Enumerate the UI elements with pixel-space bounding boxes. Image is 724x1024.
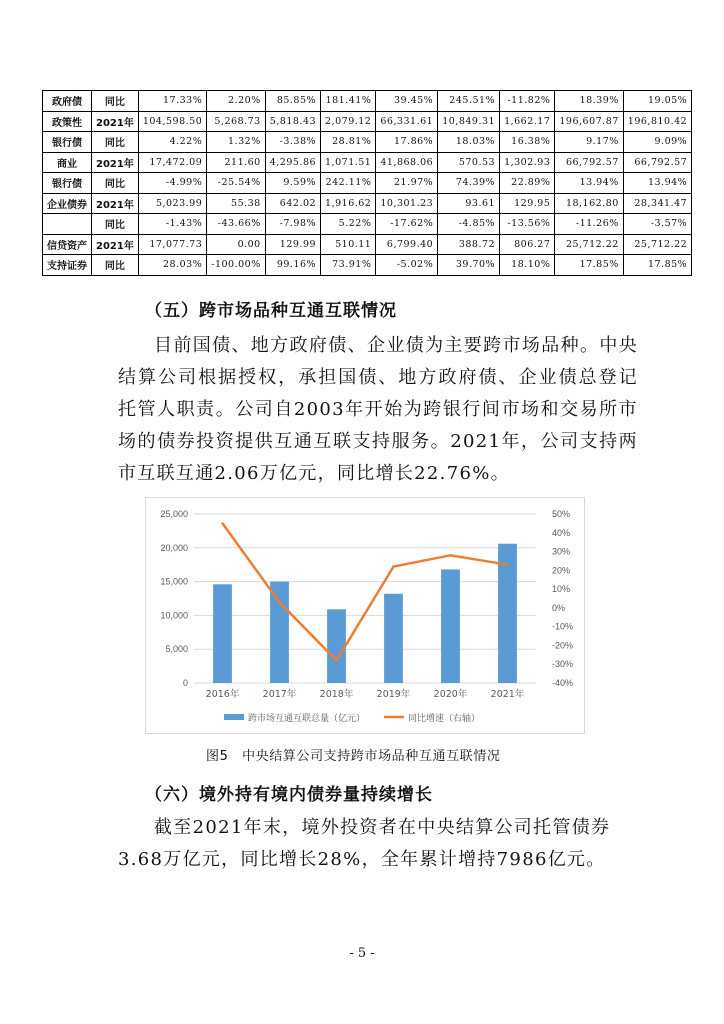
table-cell: 5,818.43 xyxy=(265,111,320,132)
table-cell: 5.22% xyxy=(321,214,376,235)
table-row xyxy=(43,173,692,194)
figure-caption: 图5 中央结算公司支持跨市场品种互通互联情况 xyxy=(206,749,501,764)
table-cell: -11.26% xyxy=(555,214,623,235)
table-cell: 4.22% xyxy=(138,132,206,153)
table-cell: 104,598.50 xyxy=(138,111,206,132)
table-cell: 55.38 xyxy=(207,193,265,214)
row-metric: 同比 xyxy=(92,91,139,112)
table-row xyxy=(43,234,692,255)
table-cell: 93.61 xyxy=(438,193,500,214)
bar xyxy=(213,584,232,683)
table-cell: 19.05% xyxy=(623,91,691,112)
section5-paragraph: 目前国债、地方政府债、企业债为主要跨市场品种。中央结算公司根据授权，承担国债、地方政府债、企业债总登记托管人职责。公司自2003年开始为跨银行间市场和交易所市场的债券投资提供互通互联支持服务。2021年，公司支持两市互联互通2.06万亿元，同比增长22.76%。 xyxy=(118,335,638,484)
table-cell: 17,472.09 xyxy=(138,152,206,173)
table-cell: 21.97% xyxy=(376,173,438,194)
line-point xyxy=(392,565,394,567)
table-cell: -4.99% xyxy=(138,173,206,194)
legend-label-bar: 跨市场互通互联总量（亿元） xyxy=(248,714,366,724)
table-cell: 17.33% xyxy=(138,91,206,112)
table-cell: 39.70% xyxy=(438,255,500,276)
table-cell: 66,792.57 xyxy=(555,152,623,173)
line-point xyxy=(278,601,280,603)
table-cell: -43.66% xyxy=(207,214,265,235)
y-tick-label: 25,000 xyxy=(160,509,188,519)
table-cell: 17.85% xyxy=(623,255,691,276)
table-cell: -17.62% xyxy=(376,214,438,235)
table-cell: 22.89% xyxy=(500,173,555,194)
y2-tick-label: 20% xyxy=(552,565,571,576)
table-cell: 1,916.62 xyxy=(321,193,376,214)
table-cell: 18.03% xyxy=(438,132,500,153)
table-cell: -3.57% xyxy=(623,214,691,235)
row-category: 政策性 xyxy=(43,111,92,132)
row-metric: 2021年 xyxy=(92,193,139,214)
table-cell: 66,331.61 xyxy=(376,111,438,132)
table-cell: 13.94% xyxy=(623,173,691,194)
table-cell: 28,341.47 xyxy=(623,193,691,214)
table-cell: 13.94% xyxy=(555,173,623,194)
y-tick-label: 20,000 xyxy=(160,542,188,553)
table-cell: -5.02% xyxy=(376,255,438,276)
table-cell: 39.45% xyxy=(376,91,438,112)
table-row xyxy=(43,214,692,235)
y2-tick-label: -40% xyxy=(552,678,574,688)
table-row xyxy=(43,152,692,173)
table-cell: -25.54% xyxy=(207,173,265,194)
bar xyxy=(270,582,289,683)
chart-container xyxy=(145,497,585,734)
table-row xyxy=(43,255,692,276)
row-category: 银行债 xyxy=(43,173,92,194)
table-cell: 1.32% xyxy=(207,132,265,153)
table-cell: 129.95 xyxy=(500,193,555,214)
table-cell: 6,799.40 xyxy=(376,234,438,255)
cross-market-chart xyxy=(146,498,584,733)
row-metric: 同比 xyxy=(92,255,139,276)
row-metric: 2021年 xyxy=(92,111,139,132)
legend-swatch-bar xyxy=(224,714,244,720)
table-cell: 66,792.57 xyxy=(623,152,691,173)
table-cell: 9.09% xyxy=(623,132,691,153)
row-category: 支持证券 xyxy=(43,255,92,276)
table-cell: 4,295.86 xyxy=(265,152,320,173)
table-cell: 181.41% xyxy=(321,91,376,112)
y2-tick-label: -10% xyxy=(552,621,574,632)
table-cell: 1,302.93 xyxy=(500,152,555,173)
table-cell: 10,301.23 xyxy=(376,193,438,214)
section6-heading: （六）境外持有境内债券量持续增长 xyxy=(145,785,433,805)
table-cell: 1,662.17 xyxy=(500,111,555,132)
section5-heading: （五）跨市场品种互通互联情况 xyxy=(145,301,397,321)
table-cell: -13.56% xyxy=(500,214,555,235)
row-category: 政府债 xyxy=(43,91,92,112)
y-tick-label: 15,000 xyxy=(160,576,188,587)
x-tick-label: 2020年 xyxy=(433,689,468,700)
table-cell: 18,162.80 xyxy=(555,193,623,214)
table-cell: 129.99 xyxy=(265,234,320,255)
page-number: - 5 - xyxy=(349,946,375,961)
table-cell: 25,712.22 xyxy=(623,234,691,255)
table-cell: 211.60 xyxy=(207,152,265,173)
table-cell: 0.00 xyxy=(207,234,265,255)
section6-paragraph: 截至2021年末，境外投资者在中央结算公司托管债券3.68万亿元，同比增长28%，全年累计增持7986亿元。 xyxy=(118,817,611,870)
table-cell: 196,607.87 xyxy=(555,111,623,132)
line-point xyxy=(506,564,508,566)
table-cell: 5,268.73 xyxy=(207,111,265,132)
y2-tick-label: -30% xyxy=(552,659,574,670)
table-cell: 73.91% xyxy=(321,255,376,276)
bar xyxy=(384,594,403,683)
line-point xyxy=(221,522,223,524)
x-tick-label: 2021年 xyxy=(490,689,525,700)
bar xyxy=(327,609,346,683)
row-metric: 同比 xyxy=(92,173,139,194)
table-cell: -1.43% xyxy=(138,214,206,235)
row-metric: 同比 xyxy=(92,132,139,153)
table-cell: 2.20% xyxy=(207,91,265,112)
table-cell: 9.17% xyxy=(555,132,623,153)
table-cell: 5,023.99 xyxy=(138,193,206,214)
table-cell: 18.10% xyxy=(500,255,555,276)
row-category: 商业 xyxy=(43,152,92,173)
table-cell: -7.98% xyxy=(265,214,320,235)
table-cell: 28.81% xyxy=(321,132,376,153)
table-cell: 242.11% xyxy=(321,173,376,194)
row-metric: 2021年 xyxy=(92,234,139,255)
table-cell: 10,849.31 xyxy=(438,111,500,132)
y-tick-label: 0 xyxy=(182,678,188,688)
x-tick-label: 2019年 xyxy=(376,689,411,700)
table-cell: -4.85% xyxy=(438,214,500,235)
y2-tick-label: -20% xyxy=(552,640,574,651)
line-point xyxy=(449,554,451,556)
row-category: 企业债券 xyxy=(43,193,92,214)
row-metric: 2021年 xyxy=(92,152,139,173)
table-cell: 28.03% xyxy=(138,255,206,276)
table-cell: 41,868.06 xyxy=(376,152,438,173)
bar xyxy=(441,569,460,683)
table-cell: 245.51% xyxy=(438,91,500,112)
legend-label-line: 同比增速（右轴） xyxy=(408,714,481,724)
growth-line xyxy=(223,523,508,660)
table-cell: 510.11 xyxy=(321,234,376,255)
line-point xyxy=(335,659,337,661)
row-metric: 同比 xyxy=(92,214,139,235)
table-cell: 17,077.73 xyxy=(138,234,206,255)
table-cell: 25,712.22 xyxy=(555,234,623,255)
bond-custody-table xyxy=(42,90,692,276)
table-cell: 2,079.12 xyxy=(321,111,376,132)
table-cell: 1,071.51 xyxy=(321,152,376,173)
row-category: 银行债 xyxy=(43,132,92,153)
y2-tick-label: 10% xyxy=(552,584,571,595)
table-cell: 9.59% xyxy=(265,173,320,194)
table-cell: -100.00% xyxy=(207,255,265,276)
row-category: 信贷资产 xyxy=(43,234,92,255)
x-tick-label: 2016年 xyxy=(205,689,240,700)
y-tick-label: 5,000 xyxy=(165,644,188,655)
table-cell: -3.38% xyxy=(265,132,320,153)
y2-tick-label: 50% xyxy=(552,509,571,519)
table-cell: 18.39% xyxy=(555,91,623,112)
table-row xyxy=(43,111,692,132)
y2-tick-label: 40% xyxy=(552,527,571,538)
table-cell: -11.82% xyxy=(500,91,555,112)
x-tick-label: 2017年 xyxy=(262,689,297,700)
table-cell: 196,810.42 xyxy=(623,111,691,132)
table-cell: 806.27 xyxy=(500,234,555,255)
table-cell: 17.86% xyxy=(376,132,438,153)
table-cell: 16.38% xyxy=(500,132,555,153)
table-cell: 570.53 xyxy=(438,152,500,173)
y2-tick-label: 30% xyxy=(552,546,571,557)
table-cell: 642.02 xyxy=(265,193,320,214)
table-cell: 74.39% xyxy=(438,173,500,194)
table-row xyxy=(43,193,692,214)
table-cell: 85.85% xyxy=(265,91,320,112)
table-cell: 388.72 xyxy=(438,234,500,255)
x-tick-label: 2018年 xyxy=(319,689,354,700)
table-row xyxy=(43,91,692,112)
y2-tick-label: 0% xyxy=(552,602,566,613)
table-cell: 99.16% xyxy=(265,255,320,276)
row-category xyxy=(43,214,92,235)
table-cell: 17.85% xyxy=(555,255,623,276)
table-row xyxy=(43,132,692,153)
y-tick-label: 10,000 xyxy=(160,610,188,621)
